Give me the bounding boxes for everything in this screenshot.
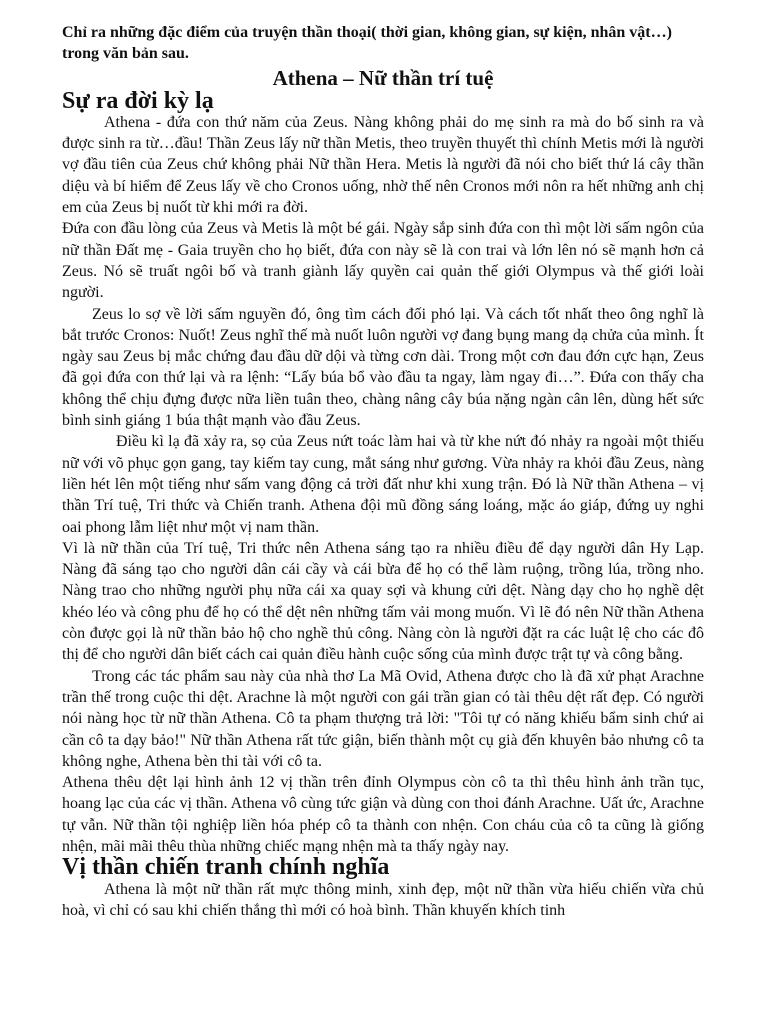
section-heading-war: Vị thần chiến tranh chính nghĩa xyxy=(62,854,390,881)
paragraph: Athena là một nữ thần rất mực thông minh, xinh đẹp, một nữ thần vừa hiếu chiến vừa chủ hoà, vì chỉ có sau khi chiến thắng thì mới có hoà bình. Thần khuyến khích tinh xyxy=(62,880,704,919)
assignment-prompt: Chỉ ra những đặc điểm của truyện thần thoại( thời gian, không gian, sự kiện, nhân vật…) trong văn bản sau. xyxy=(62,24,672,63)
paragraph: Zeus lo sợ về lời sấm nguyền đó, ông tìm cách đối phó lại. Và cách tốt nhất theo ông nghĩ là bắt trước Cronos: Nuốt! Zeus nghĩ thế mà nuốt luôn người vợ đang bụng mang dạ chửa của mình. Ít ngày sau Zeus bị mắc chứng đau đầu dữ dội và từng cơn dài. Trong một cơn đau đớn cực hạn, Zeus đã gọi đứa con thứ lại và ra lệnh: “Lấy búa bổ vào đầu ta ngay, làm ngay đi…”. Đứa con thấy cha không thể chịu đựng được nữa liền tuân theo, chàng nâng cây búa nặng ngàn cân lên, dùng hết sức bình sinh giáng 1 búa thật mạnh vào đầu Zeus. xyxy=(62,305,704,430)
document-title: Athena – Nữ thần trí tuệ xyxy=(272,65,494,90)
paragraph: Trong các tác phẩm sau này của nhà thơ La Mã Ovid, Athena được cho là đã xử phạt Arachne trần thế trong cuộc thi dệt. Arachne là một người con gái trần gian có tài thêu dệt rất đẹp. Có người nói nàng học từ nữ thần Athena. Cô ta phạm thượng trả lời: "Tôi tự có năng khiếu bẩm sinh chứ ai cần cô ta dạy bảo!" Nữ thần Athena rất tức giận, biến thành một cụ già đến khuyên bảo nhưng cô ta không nghe, Athena bèn thi tài với cô ta. xyxy=(62,667,704,770)
paragraph: Athena - đứa con thứ năm của Zeus. Nàng không phải do mẹ sinh ra mà do bố sinh ra và được sinh ra từ…đầu! Thần Zeus lấy nữ thần Metis, theo truyền thuyết thì chính Metis mới là người vợ đầu tiên của Zeus chứ không phải Nữ thần Hera. Metis là người đã nói cho biết thứ lá cây thần diệu và bí hiểm để Zeus lấy về cho Cronos uống, nhờ thế nên Cronos mới nôn ra hết những anh chị em của Zeus bị nuốt từ khi mới ra đời. xyxy=(62,113,704,217)
paragraph: Athena thêu dệt lại hình ảnh 12 vị thần trên đỉnh Olympus còn cô ta thì thêu hình ảnh trần tục, hoang lạc của các vị thần. Athena vô cùng tức giận và dùng con thoi đánh Arachne. Uất ức, Arachne tự vẫn. Nữ thần tội nghiệp liền hóa phép cô ta thành con nhện. Con cháu của cô ta cũng là giống nhện, mãi mãi thêu thùa những chiếc mạng nhện mà ta thấy ngày nay. xyxy=(62,774,704,855)
paragraph: Đứa con đầu lòng của Zeus và Metis là một bé gái. Ngày sắp sinh đứa con thì một lời sấm ngôn của nữ thần Đất mẹ - Gaia truyền cho họ biết, đứa con này sẽ là con trai và lớn lên nó sẽ mạnh hơn cả Zeus. Nó sẽ truất ngôi bố và tranh giành lấy quyền cai quản thế giới Olympus và thế giới loài người. xyxy=(62,220,704,302)
section-heading-birth: Sự ra đời kỳ lạ xyxy=(62,87,214,114)
document-page xyxy=(62,20,704,921)
paragraph: Vì là nữ thần của Trí tuệ, Tri thức nên Athena sáng tạo ra nhiều điều để dạy người dân Hy Lạp. Nàng đã sáng tạo cho người dân cái cầy và cái bừa để họ có thể làm ruộng, trồng lúa, trồng nho. Nàng trao cho những người phụ nữa cái xa quay sợi và khung cửi dệt. Nàng dạy cho họ nghề dệt khéo léo và công phu để họ có thể dệt nên những tấm vải mong muốn. Vì lẽ đó nên Nữ thần Athena còn được gọi là nữ thần bảo hộ cho nghề thủ công. Nàng còn là người đặt ra các luật lệ cho các đô thị để cho người dân biết cách cai quản điều hành cuộc sống của mình được trật tự và công bằng. xyxy=(62,539,704,664)
paragraph: Điều kì lạ đã xảy ra, sọ của Zeus nứt toác làm hai và từ khe nứt đó nhảy ra ngoài một thiếu nữ với võ phục gọn gang, tay kiếm tay cung, mắt sáng như gương. Vừa nhảy ra khỏi đầu Zeus, nàng liền hét lên một tiếng như sấm vang động cả trời đất như khi xung trận. Đó là Nữ thần Athena – vị thần Trí tuệ, Tri thức và Chiến tranh. Athena đội mũ đồng sáng loáng, mặc áo giáp, đứng uy nghi oai phong lẫm liệt như một vị nam thần. xyxy=(62,433,704,536)
